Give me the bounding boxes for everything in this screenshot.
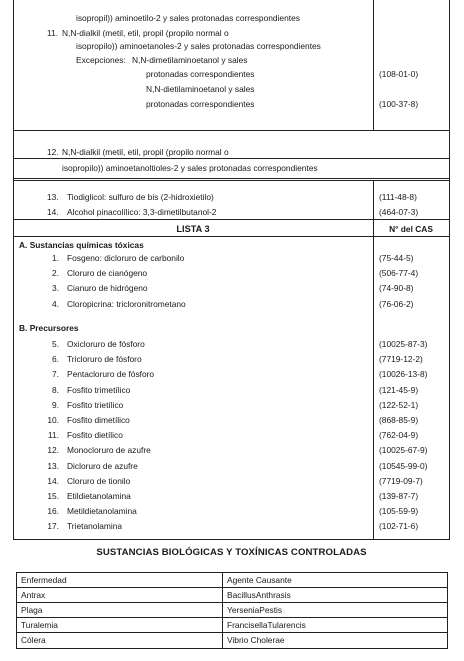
- item-11-line1: N,N-dialkil (metil, etil, propil (propilo normal o: [62, 28, 229, 38]
- list-item-name: Tricloruro de fósforo: [67, 354, 142, 365]
- list-item-name: Fosfito dietílico: [67, 430, 123, 441]
- list-item-cas: (10025-67-9): [379, 445, 428, 456]
- list-item-name: Cianuro de hidrógeno: [67, 283, 148, 294]
- bio-disease-cell: Antrax: [21, 590, 46, 600]
- bio-column-divider: [222, 618, 223, 632]
- rule-below-item-12: [13, 178, 450, 179]
- list-item-cas: (7719-09-7): [379, 475, 423, 486]
- list-item-cas: (75-44-5): [379, 253, 414, 263]
- list-item-number: 13.: [47, 460, 59, 471]
- exception-2-cas: (100-37-8): [379, 99, 419, 109]
- list-item-number: 1.: [52, 253, 59, 263]
- item-14-name: Alcohol pinacolílico: 3,3-dimetilbutanol-2: [67, 207, 217, 217]
- bio-table-row: [17, 588, 447, 603]
- list-item-name: Dicloruro de azufre: [67, 460, 138, 471]
- exception-1-line1: N,N-dimetilaminoetanol y sales: [132, 55, 248, 65]
- bio-table-row: [17, 633, 447, 648]
- bio-disease-cell: Cólera: [21, 635, 46, 645]
- list-item-name: Pentacloruro de fósforo: [67, 369, 155, 380]
- exception-2-line1: N,N-dietilaminoetanol y sales: [146, 84, 255, 94]
- list-item-number: 8.: [52, 384, 59, 395]
- list-item-cas: (102-71-6): [379, 521, 419, 532]
- bio-column-divider: [222, 573, 223, 587]
- list-item-number: 11.: [47, 430, 59, 441]
- list-item-number: 9.: [52, 399, 59, 410]
- cas-column-header: N° del CAS: [389, 224, 433, 234]
- list-item-name: Fosgeno: dicloruro de carbonilo: [67, 253, 185, 263]
- list-item-name: Fosfito trietílico: [67, 399, 124, 410]
- bio-agent-cell: Vibrio Cholerae: [227, 635, 285, 645]
- list-item-name: Fosfito trimetílico: [67, 384, 131, 395]
- list-item-name: Cloruro de cianógeno: [67, 268, 148, 279]
- frame-left-border: [13, 0, 14, 540]
- bio-agent-cell: Agente Causante: [227, 575, 292, 585]
- rule-above-item-12: [13, 130, 450, 131]
- list-item-name: Cloruro de tionilo: [67, 475, 131, 486]
- rule-mid-item-12: [13, 158, 450, 159]
- list-item-cas: (762-04-9): [379, 430, 419, 441]
- bio-column-divider: [222, 633, 223, 648]
- list-item-number: 5.: [52, 339, 59, 349]
- list-item-name: Cloropicrina: tricloronitrometano: [67, 298, 186, 309]
- bio-column-divider: [222, 603, 223, 617]
- list-item-name: Metildietanolamina: [67, 506, 137, 517]
- list-item-cas: (105-59-9): [379, 506, 419, 517]
- item-13-name: Tiodiglicol: sulfuro de bis (2-hidroxietilo): [67, 192, 214, 202]
- item-14-number: 14.: [47, 207, 59, 217]
- item-13-cas: (111-48-8): [379, 192, 417, 202]
- exception-1-line2: protonadas correspondientes: [146, 69, 255, 79]
- bio-disease-cell: Enfermedad: [21, 575, 67, 585]
- rule-above-lista3: [13, 219, 450, 220]
- list-item-name: Trietanolamina: [67, 521, 123, 532]
- rule-above-bio-title: [13, 539, 450, 540]
- list-item-number: 17.: [47, 521, 59, 532]
- bio-agent-cell: FrancisellaTularencis: [227, 620, 306, 630]
- bio-disease-cell: Turalemia: [21, 620, 58, 630]
- bio-table: [16, 572, 448, 649]
- rule-below-lista3-header: [13, 236, 450, 237]
- list-item-number: 15.: [47, 491, 59, 501]
- list-item-number: 16.: [47, 506, 59, 517]
- list-item-cas: (10026-13-8): [379, 369, 428, 380]
- list-item-number: 2.: [52, 268, 59, 279]
- continuation-line: isopropil)) aminoetilo-2 y sales protonadas correspondientes: [76, 13, 300, 23]
- section-a-heading: A. Sustancias químicas tóxicas: [19, 240, 144, 250]
- list-item-cas: (121-45-9): [379, 384, 419, 395]
- list-item-name: Fosfito dimetílico: [67, 415, 130, 425]
- list-item-cas: (868-85-9): [379, 415, 419, 425]
- list-item-number: 6.: [52, 354, 59, 365]
- list-item-cas: (122-52-1): [379, 399, 419, 410]
- item-12-line2: isopropilo)) aminoetanoltioles-2 y sales protonadas correspondientes: [62, 163, 318, 173]
- section-b-heading: B. Precursores: [19, 323, 79, 333]
- list-item-cas: (74-90-8): [379, 283, 414, 294]
- list-item-cas: (139-87-7): [379, 491, 419, 501]
- item-12-line1: N,N-dialkil (metil, etil, propil (propilo normal o: [62, 147, 229, 157]
- list-item-cas: (10025-87-3): [379, 339, 428, 349]
- bio-section-title: SUSTANCIAS BIOLÓGICAS Y TOXÍNICAS CONTROLADAS: [96, 547, 367, 558]
- list-item-number: 10.: [47, 415, 59, 425]
- list-item-name: Etildietanolamina: [67, 491, 131, 501]
- bio-agent-cell: BacillusAnthrasis: [227, 590, 291, 600]
- item-12-number: 12.: [47, 147, 59, 157]
- item-11-line2: isopropilo)) aminoetanoles-2 y sales protonadas correspondientes: [76, 41, 321, 51]
- exception-1-cas: (108-01-0): [379, 69, 419, 79]
- double-rule-below-item-12: [13, 180, 450, 181]
- exceptions-label: Excepciones:: [76, 55, 126, 65]
- list-item-cas: (10545-99-0): [379, 460, 428, 471]
- exception-2-line2: protonadas correspondientes: [146, 99, 255, 109]
- bio-table-body: [17, 573, 447, 648]
- bio-table-row: [17, 618, 447, 633]
- bio-disease-cell: Plaga: [21, 605, 43, 615]
- document-page: [13, 0, 450, 661]
- list-item-number: 12.: [47, 445, 59, 456]
- list-item-cas: (7719-12-2): [379, 354, 423, 365]
- bio-agent-cell: YerseniaPestis: [227, 605, 283, 615]
- list-item-number: 4.: [52, 298, 59, 309]
- list-item-name: Oxicloruro de fósforo: [67, 339, 145, 349]
- cas-column-divider-top: [373, 0, 374, 130]
- list-item-name: Monocloruro de azufre: [67, 445, 151, 456]
- bio-table-header-row: [17, 573, 447, 588]
- list-item-cas: (506-77-4): [379, 268, 419, 279]
- list-item-number: 3.: [52, 283, 59, 294]
- lista-3-title: LISTA 3: [176, 224, 210, 234]
- list-item-number: 7.: [52, 369, 59, 380]
- list-item-cas: (76-06-2): [379, 298, 414, 309]
- bio-table-row: [17, 603, 447, 618]
- bio-column-divider: [222, 588, 223, 602]
- list-item-number: 14.: [47, 475, 59, 486]
- frame-right-border: [449, 0, 450, 540]
- item-14-cas: (464-07-3): [379, 207, 419, 217]
- item-13-number: 13.: [47, 192, 59, 202]
- item-11-number: 11.: [47, 28, 59, 38]
